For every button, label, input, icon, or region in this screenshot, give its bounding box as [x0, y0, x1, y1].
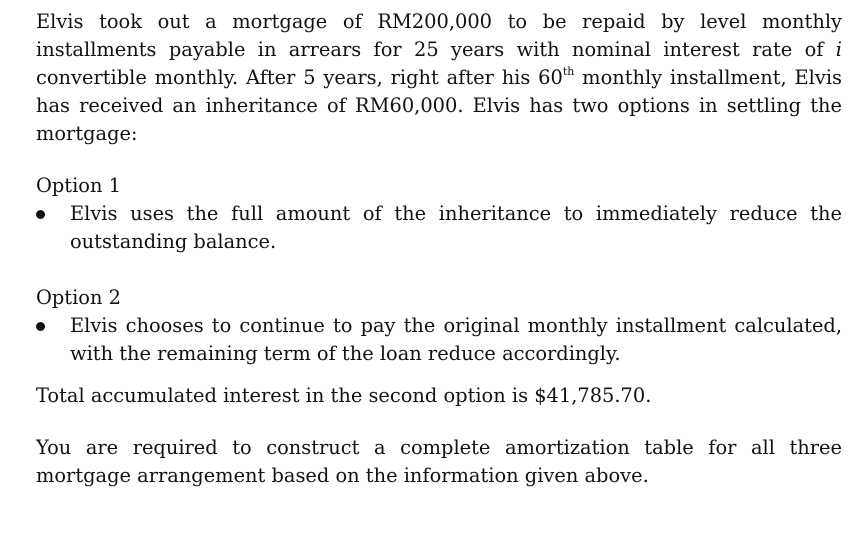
option1-bullet-item: [36, 200, 842, 256]
option2-heading: Option 2: [36, 286, 121, 309]
option1-heading: Option 1: [36, 174, 121, 197]
option2-bullet-item: [36, 312, 842, 368]
option2-list: [36, 312, 842, 368]
bullet-dot-icon: [36, 210, 45, 219]
total-interest-statement: Total accumulated interest in the second option is $41,785.70.: [36, 384, 652, 407]
intro-paragraph: [36, 8, 842, 148]
option1-list: [36, 200, 842, 256]
intro-text-3: monthly installment, Elvis has received an inheritance of RM60,000. Elvis has two options in settling the mortgage:: [36, 66, 842, 145]
task-instruction: You are required to construct a complete amortization table for all three mortgage arrangement based on the information given above.: [36, 436, 842, 487]
option1-bullet-text: Elvis uses the full amount of the inheritance to immediately reduce the outstanding balance.: [70, 202, 842, 253]
intro-text-2: convertible monthly. After 5 years, right after his 60: [36, 66, 563, 89]
interest-rate-symbol: i: [835, 38, 842, 61]
bullet-dot-icon: [36, 322, 45, 331]
option2-bullet-text: Elvis chooses to continue to pay the original monthly installment calculated, with the remaining term of the loan reduce accordingly.: [70, 314, 842, 365]
ordinal-suffix: th: [562, 64, 575, 78]
intro-text-1: Elvis took out a mortgage of RM200,000 to be repaid by level monthly installments payable in arrears for 25 years with nominal interest rate of: [36, 10, 842, 61]
document-body: [36, 8, 842, 490]
